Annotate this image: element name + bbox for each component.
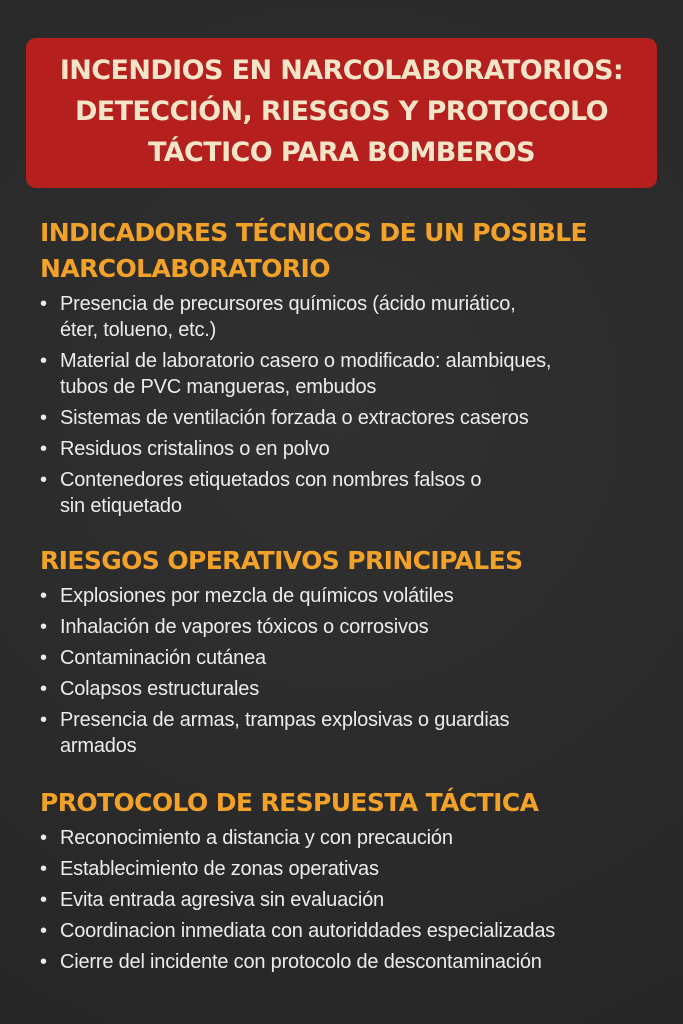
list-item	[40, 405, 650, 431]
bullet-icon: •	[40, 858, 47, 880]
bullet-icon: •	[40, 585, 47, 607]
list-item-text: Sistemas de ventilación forzada o extractores caseros	[60, 407, 529, 429]
bullet-list	[40, 583, 650, 759]
list-item	[40, 887, 650, 913]
list-item-text: Presencia de precursores químicos (ácido muriático,	[60, 293, 516, 315]
list-item-text: Material de laboratorio casero o modificado: alambiques,	[60, 350, 552, 372]
list-item	[40, 707, 650, 759]
bullet-icon: •	[40, 469, 47, 491]
bullet-icon: •	[40, 647, 47, 669]
list-item-text: Explosiones por mezcla de químicos volátiles	[60, 585, 454, 607]
title-banner	[26, 38, 657, 188]
list-item-text: Evita entrada agresiva sin evaluación	[60, 889, 384, 911]
list-item	[40, 949, 650, 975]
list-item-text: éter, tolueno, etc.)	[60, 319, 217, 341]
section-protocol	[40, 785, 650, 980]
list-item-text: Residuos cristalinos o en polvo	[60, 438, 330, 460]
list-item	[40, 436, 650, 462]
list-item-text: Establecimiento de zonas operativas	[60, 858, 379, 880]
bullet-icon: •	[40, 407, 47, 429]
section-heading-line: INDICADORES TÉCNICOS DE UN POSIBLE	[40, 218, 588, 247]
list-item	[40, 348, 650, 400]
list-item	[40, 645, 650, 671]
bullet-list	[40, 825, 650, 975]
section-indicators	[40, 215, 650, 524]
list-item-text: Contenedores etiquetados con nombres falsos o	[60, 469, 482, 491]
list-item-text: Inhalación de vapores tóxicos o corrosivos	[60, 616, 429, 638]
section-heading	[40, 543, 650, 579]
list-item-text: Cierre del incidente con protocolo de descontaminación	[60, 951, 542, 973]
list-item	[40, 614, 650, 640]
section-heading-line: RIESGOS OPERATIVOS PRINCIPALES	[40, 546, 523, 575]
list-item-text: Presencia de armas, trampas explosivas o guardias	[60, 709, 510, 731]
list-item	[40, 825, 650, 851]
list-item	[40, 856, 650, 882]
bullet-icon: •	[40, 350, 47, 372]
bullet-icon: •	[40, 616, 47, 638]
list-item-text: Reconocimiento a distancia y con precaución	[60, 827, 453, 849]
bullet-icon: •	[40, 438, 47, 460]
bullet-icon: •	[40, 293, 47, 315]
title-line: INCENDIOS EN NARCOLABORATORIOS:	[59, 54, 624, 86]
list-item	[40, 467, 650, 519]
list-item-text: Colapsos estructurales	[60, 678, 260, 700]
list-item-text: Coordinacion inmediata con autoriddades especializadas	[60, 920, 556, 942]
bullet-icon: •	[40, 709, 47, 731]
list-item	[40, 291, 650, 343]
list-item-text: armados	[60, 735, 137, 757]
section-heading-line: NARCOLABORATORIO	[40, 254, 330, 283]
bullet-icon: •	[40, 827, 47, 849]
list-item-text: tubos de PVC mangueras, embudos	[60, 376, 377, 398]
section-risks	[40, 543, 650, 764]
bullet-icon: •	[40, 920, 47, 942]
bullet-list	[40, 291, 650, 519]
list-item	[40, 918, 650, 944]
title-line: DETECCIÓN, RIESGOS Y PROTOCOLO	[74, 95, 609, 127]
list-item-text: Contaminación cutánea	[60, 647, 266, 669]
list-item-text: sin etiquetado	[60, 495, 182, 517]
bullet-icon: •	[40, 889, 47, 911]
bullet-icon: •	[40, 951, 47, 973]
section-heading	[40, 785, 650, 821]
bullet-icon: •	[40, 678, 47, 700]
title-line: TÁCTICO PARA BOMBEROS	[148, 136, 535, 168]
list-item	[40, 676, 650, 702]
section-heading-line: PROTOCOLO DE RESPUESTA TÁCTICA	[40, 788, 539, 817]
list-item	[40, 583, 650, 609]
section-heading	[40, 215, 650, 287]
